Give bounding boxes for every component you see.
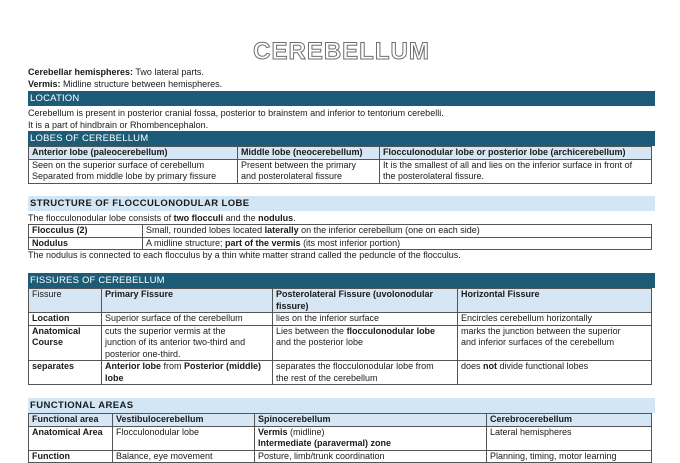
lobes-header-row xyxy=(29,147,652,160)
fissures-table xyxy=(28,288,652,385)
spino-function: Posture, limb/trunk coordination xyxy=(255,450,487,463)
intro-hemispheres xyxy=(28,66,204,78)
fissures-col-fissure: Fissure xyxy=(29,289,102,313)
structure-footer: The nodulus is connected to each flocculus by a thin white matter strand called the peduncle of the flocculus. xyxy=(28,250,461,260)
fissures-heading: FISSURES OF CEREBELLUM xyxy=(28,273,655,288)
vermis-label: Vermis: xyxy=(28,79,61,89)
primary-location: Superior surface of the cerebellum xyxy=(102,313,273,326)
posterolateral-separates: separates the flocculonodular lobe from the rest of the cerebellum xyxy=(273,361,458,385)
primary-separates: Anterior lobe from Posterior (middle) lobe xyxy=(102,361,273,385)
fissures-header-row xyxy=(29,289,652,313)
functional-col-spino: Spinocerebellum xyxy=(255,414,487,427)
table-row xyxy=(29,361,652,385)
structure-intro: The flocculonodular lobe consists of two flocculi and the nodulus. xyxy=(28,213,296,223)
function-label: Function xyxy=(29,450,113,463)
location-label: Location xyxy=(29,313,102,326)
flocculus-label: Flocculus (2) xyxy=(29,225,143,238)
lobes-heading: LOBES OF CEREBELLUM xyxy=(28,131,655,146)
page-title: CEREBELLUM xyxy=(253,38,430,65)
spino-anatomical: Vermis (midline) Intermediate (paravermal) zone xyxy=(255,426,487,450)
table-row xyxy=(29,426,652,450)
course-label: Anatomical Course xyxy=(29,325,102,361)
vestibulo-anatomical: Flocculonodular lobe xyxy=(113,426,255,450)
intro-vermis xyxy=(28,78,222,90)
location-heading: LOCATION xyxy=(28,91,655,106)
hemispheres-label: Cerebellar hemispheres: xyxy=(28,67,134,77)
table-row xyxy=(29,313,652,326)
table-row xyxy=(29,237,652,250)
anterior-lobe-cell: Seen on the superior surface of cerebellum Separated from middle lobe by primary fissure xyxy=(29,159,238,183)
functional-col-cerebro: Cerebrocerebellum xyxy=(487,414,652,427)
functional-col-area: Functional area xyxy=(29,414,113,427)
location-line-1: Cerebellum is present in posterior cranial fossa, posterior to brainstem and inferior to tentorium cerebelli. xyxy=(28,108,444,118)
anatomical-area-label: Anatomical Area xyxy=(29,426,113,450)
functional-heading: FUNCTIONAL AREAS xyxy=(28,398,655,413)
nodulus-description: A midline structure; part of the vermis (its most inferior portion) xyxy=(143,237,652,250)
table-row xyxy=(29,450,652,463)
horizontal-separates: does not divide functional lobes xyxy=(458,361,652,385)
structure-table xyxy=(28,224,652,250)
functional-table xyxy=(28,413,652,463)
table-row xyxy=(29,159,652,183)
fissures-col-horizontal: Horizontal Fissure xyxy=(458,289,652,313)
horizontal-course: marks the junction between the superior and inferior surfaces of the cerebellum xyxy=(458,325,652,361)
functional-header-row xyxy=(29,414,652,427)
table-row xyxy=(29,225,652,238)
fissures-col-posterolateral: Posterolateral Fissure (uvolonodular fissure) xyxy=(273,289,458,313)
horizontal-location: Encircles cerebellum horizontally xyxy=(458,313,652,326)
lobes-col-flocculonodular: Flocculonodular lobe or posterior lobe (archicerebellum) xyxy=(380,147,652,160)
cerebro-anatomical: Lateral hemispheres xyxy=(487,426,652,450)
separates-label: separates xyxy=(29,361,102,385)
flocculonodular-lobe-cell: It is the smallest of all and lies on the inferior surface in front of the posterolateral fissure. xyxy=(380,159,652,183)
table-row xyxy=(29,325,652,361)
middle-lobe-cell: Present between the primary and posterolateral fissure xyxy=(238,159,380,183)
nodulus-label: Nodulus xyxy=(29,237,143,250)
vestibulo-function: Balance, eye movement xyxy=(113,450,255,463)
cerebro-function: Planning, timing, motor learning xyxy=(487,450,652,463)
fissures-col-primary: Primary Fissure xyxy=(102,289,273,313)
posterolateral-course: Lies between the flocculonodular lobe and the posterior lobe xyxy=(273,325,458,361)
lobes-col-anterior: Anterior lobe (paleocerebellum) xyxy=(29,147,238,160)
lobes-col-middle: Middle lobe (neocerebellum) xyxy=(238,147,380,160)
primary-course: cuts the superior vermis at the junction of its anterior two-third and posterior one-third. xyxy=(102,325,273,361)
location-line-2: It is a part of hindbrain or Rhombencephalon. xyxy=(28,120,209,130)
functional-col-vestibulo: Vestibulocerebellum xyxy=(113,414,255,427)
structure-heading: STRUCTURE OF FLOCCULONODULAR LOBE xyxy=(28,196,655,211)
flocculus-description: Small, rounded lobes located laterally on the inferior cerebellum (one on each side) xyxy=(143,225,652,238)
posterolateral-location: lies on the inferior surface xyxy=(273,313,458,326)
lobes-table xyxy=(28,146,652,184)
vermis-text: Midline structure between hemispheres. xyxy=(60,79,223,89)
hemispheres-text: Two lateral parts. xyxy=(133,67,204,77)
